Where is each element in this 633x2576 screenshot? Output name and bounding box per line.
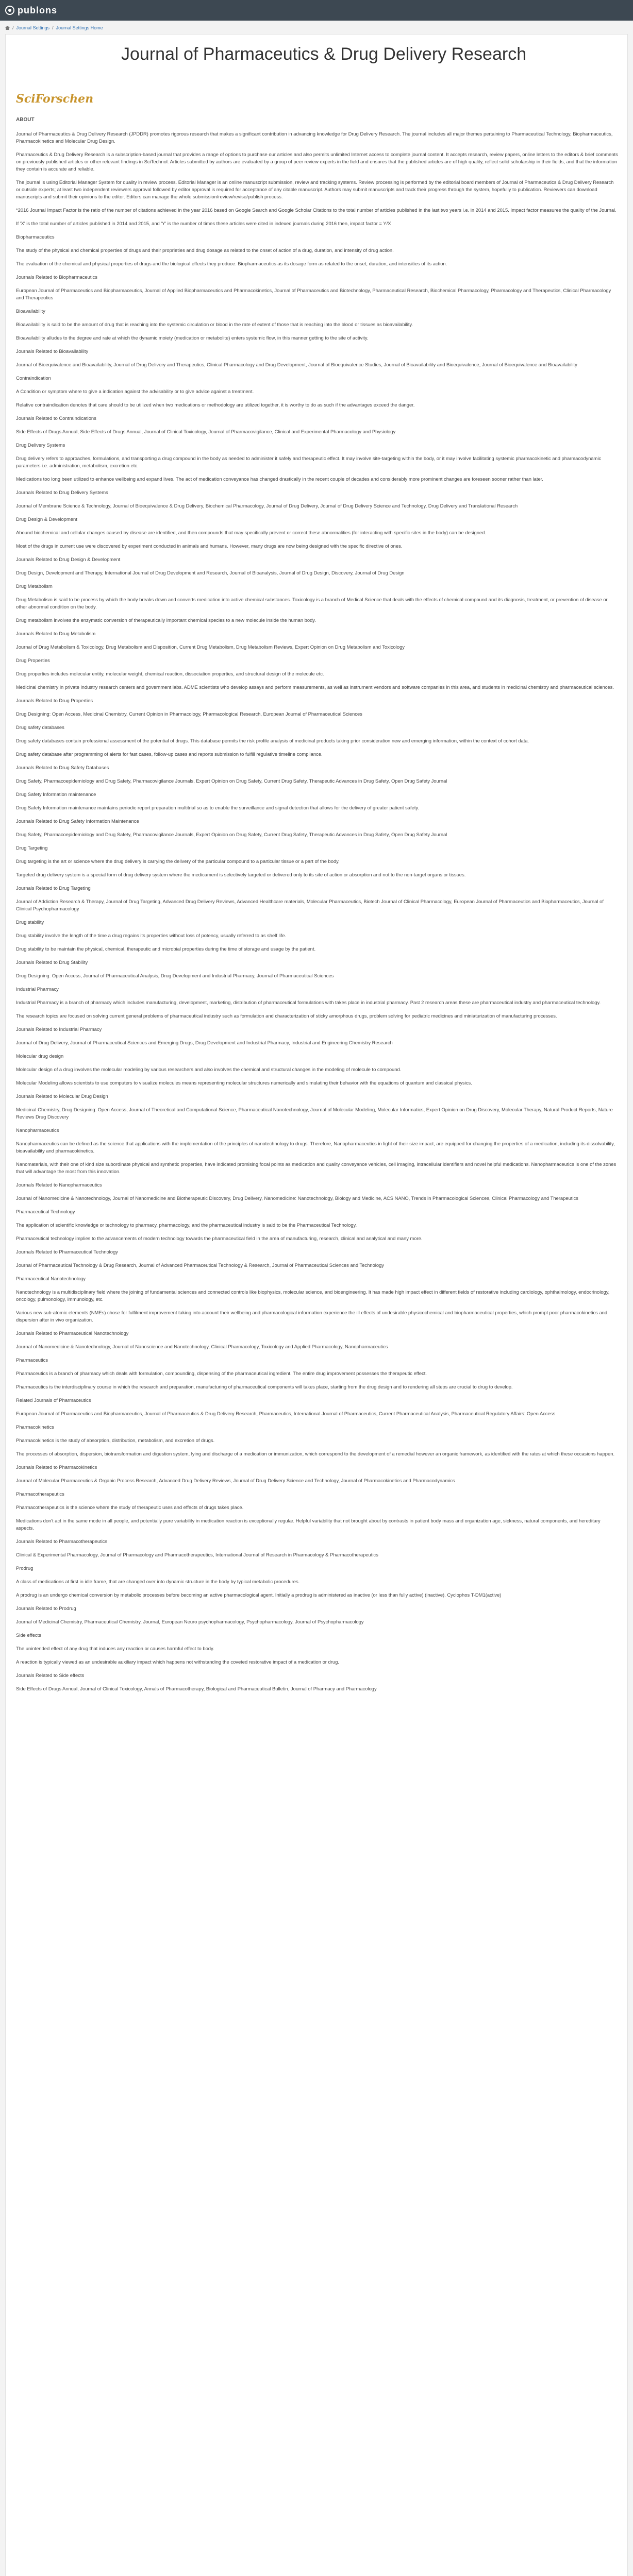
about-paragraph: Pharmacotherapeutics is the science where the study of therapeutic uses and effects of drugs takes place. — [16, 1504, 244, 1510]
about-paragraph: Journal of Molecular Pharmaceutics & Organic Process Research, Advanced Drug Delivery Reviews, Journal of Drug Delivery Science and Technology, Journal of Pharmacokinetics and Pharmacodynamics — [16, 1478, 455, 1483]
about-paragraph: Contraindication — [16, 375, 51, 381]
breadcrumb — [5, 24, 103, 32]
about-paragraph: Drug stability involve the length of the time a drug regains its properties without loss of potency, usually referred to as shelf life. — [16, 933, 287, 938]
about-paragraph: Nanotechnology is a multidisciplinary field where the joining of fundamental sciences and connected controls like biophysics, molecular science, and bioengineering. It has made high impact effect in different fields of restorative including cardiology, ophthalmology, endocrinology, oncology, pulmonology, immunology, etc. — [16, 1289, 611, 1302]
journal-title: Journal of Pharmaceutics & Drug Delivery Research — [121, 44, 527, 64]
about-paragraph: Drug Design & Development — [16, 516, 77, 522]
about-paragraph: Journals Related to Drug Metabolism — [16, 631, 96, 636]
about-paragraph: Drug Safety, Pharmacoepidemiology and Drug Safety, Pharmacovigilance Journals, Expert Opinion on Drug Safety, Current Drug Safety, Therapeutic Advances in Drug Safety, Open Drug Safety Journal — [16, 778, 447, 784]
about-paragraph: Pharmaceutics — [16, 1357, 48, 1363]
about-paragraph: Drug Safety Information maintenance maintains periodic report preparation multitrial so as to enable the surveillance and signal detection that allows for the delivery of greater patient safety. — [16, 805, 420, 810]
about-paragraph: Drug stability — [16, 919, 44, 925]
about-paragraph: Pharmaceutics is a branch of pharmacy which deals with formulation, compounding, dispensing of the pharmaceutical ingredient. The entire drug improvement possesses the therapeutic effect. — [16, 1370, 427, 1376]
about-paragraph: Journal of Nanomedicine & Nanotechnology, Journal of Nanoscience and Nanotechnology, Clinical Pharmacology, Toxicology and Applied Pharmacology, Nanopharmaceutics — [16, 1344, 388, 1349]
about-paragraph: Journals Related to Nanopharmaceutics — [16, 1182, 102, 1188]
about-paragraph: Drug targeting is the art or science where the drug delivery is carrying the delivery of the particular compound to a particular tissue or a part of the body. — [16, 858, 340, 864]
about-paragraph: A class of medications at first in idle frame, that are changed over into dynamic structure in the body by typical metabolic procedures. — [16, 1579, 300, 1584]
about-paragraph: Nanopharmaceutics — [16, 1127, 59, 1133]
about-paragraph: Molecular design of a drug involves the molecular modeling by various researchers and also involves the chemical and structural changes in the modeling of molecule to compound. — [16, 1066, 402, 1072]
about-paragraph: Pharmacokinetics — [16, 1424, 54, 1430]
publons-logo-text: publons — [18, 5, 57, 15]
about-paragraph: Journals Related to Drug Safety Databases — [16, 765, 109, 770]
about-paragraph: The unintended effect of any drug that induces any reaction or causes harmful effect to body. — [16, 1646, 214, 1651]
about-paragraph: Side effects — [16, 1632, 41, 1638]
about-paragraph: *2016 Journal Impact Factor is the ratio of the number of citations achieved in the year 2016 based on Google Search and Google Scholar Citations to the total number of articles published in the last two years i.e. in 2014 and 2015. Impact factor measures the quality of the Journal. — [16, 207, 617, 213]
about-paragraph: Medicinal Chemistry, Drug Designing: Open Access, Journal of Theoretical and Computational Science, Pharmaceutical Nanotechnology, Journal of Molecular Modeling, Molecular Informatics, Expert Opinion on Drug Discovery, Molecular Therapy, Natural Product Reports, Nature Reviews Drug Discovery — [16, 1107, 614, 1120]
about-paragraph: Journals Related to Pharmaceutical Nanotechnology — [16, 1330, 129, 1336]
about-paragraph: Drug Delivery Systems — [16, 442, 65, 448]
about-paragraph: Industrial Pharmacy is a branch of pharmacy which includes manufacturing, development, marketing, distribution of pharmaceutical formulations with takes place in industrial pharmacy. Past 2 research areas these are pharmaceutical industry and pharmaceutical technology. — [16, 999, 601, 1005]
about-paragraph: Journals Related to Bioavailability — [16, 348, 89, 354]
about-paragraph: Bioavailability alludes to the degree and rate at which the dynamic moiety (medication or metabolite) enters systemic flow, in this manner getting to the site of activity. — [16, 335, 369, 341]
about-paragraph: European Journal of Pharmaceutics and Biopharmaceutics, Journal of Pharmaceutics & Drug Delivery Research, Pharmaceutics, International Journal of Pharmaceutics, Current Pharmaceutical Analysis, Pharmaceutical Regulatory Affairs: Open Access — [16, 1411, 556, 1416]
about-paragraph: Journal of Membrane Science & Technology, Journal of Bioequivalence & Drug Delivery, Biochemical Pharmacology, Journal of Drug Delivery, Journal of Drug Delivery Science and Technology, Drug Delivery and Translational Research — [16, 503, 518, 509]
about-paragraph: Drug properties includes molecular entity, molecular weight, chemical reaction, dissociation properties, and structural design of the molecule etc. — [16, 671, 324, 676]
about-paragraph: Related Journals of Pharmaceutics — [16, 1397, 91, 1403]
about-paragraph: If 'X' is the total number of articles published in 2014 and 2015, and 'Y' is the number of times these articles were cited in indexed journals during 2016 then, impact factor = Y/X — [16, 221, 391, 226]
about-paragraph: Journals Related to Drug Delivery Systems — [16, 489, 108, 495]
about-paragraph: A Condition or symptom where to give a indication against the advisability or to give advice against a treatment. — [16, 388, 254, 394]
about-paragraph: Journals Related to Contraindications — [16, 415, 96, 421]
publons-logo-icon — [5, 6, 14, 15]
about-paragraph: Side Effects of Drugs Annual, Journal of Clinical Toxicology, Annals of Pharmacotherapy, Biological and Pharmaceutical Bulletin, Journal of Pharmacy and Pharmacology — [16, 1686, 377, 1691]
about-paragraph: Molecular Modeling allows scientists to use computers to visualize molecules means representing molecular structures numerically and simulating their behavior with the equations of quantum and classical physics. — [16, 1080, 472, 1086]
about-paragraph: Most of the drugs in current use were discovered by experiment conducted in animals and humans. However, many drugs are now being designed with the specific directive of ones. — [16, 543, 403, 549]
about-paragraph: Side Effects of Drugs Annual, Side Effects of Drugs Annual, Journal of Clinical Toxicology, Journal of Pharmacovigilance, Clinical and Experimental Pharmacology and Physiology — [16, 429, 396, 434]
about-paragraph: Drug safety database after programming of alerts for fast cases, follow-up cases and reports submission to fulfill regulative timeline compliance. — [16, 751, 323, 757]
about-paragraph: The journal is using Editorial Manager System for quality in review process. Editorial Manager is an online manuscript submission, review and tracking systems. Review processing is performed by the editorial board members of Journal of Pharmaceutics & Drug Delivery Research or outside experts; at least two independent reviewers approval followed by editor approval is required for acceptance of any citable manuscript. Authors may submit manuscripts and track their progress through the system, hopefully to publication. Reviewers can download manuscripts and submit their opinions to the editor. Editors can manage the whole submission/review/revise/publish process. — [16, 179, 615, 199]
about-paragraph: Journal of Drug Metabolism & Toxicology, Drug Metabolism and Disposition, Current Drug Metabolism, Drug Metabolism Reviews, Expert Opinion on Drug Metabolism and Toxicology — [16, 644, 405, 650]
about-paragraph: Targeted drug delivery system is a special form of drug delivery system where the medicament is selectively targeted or delivered only to its site of action or absorption and not to the non-target organs or tissues. — [16, 872, 466, 877]
about-paragraph: Drug Metabolism — [16, 583, 53, 589]
about-paragraph: Journals Related to Drug Safety Information Maintenance — [16, 818, 139, 824]
about-paragraph: Drug Designing: Open Access, Journal of Pharmaceutical Analysis, Drug Development and Industrial Pharmacy, Journal of Pharmaceutical Sciences — [16, 973, 334, 978]
about-paragraph: Pharmaceutics is the interdisciplinary course in which the research and preparation, manufacturing of pharmaceutical components will takes place, starting from the drug design and to rendering all steps are crucial to drug to develop. — [16, 1384, 513, 1389]
about-paragraph: Journal of Addiction Research & Therapy, Journal of Drug Targeting, Advanced Drug Delivery Reviews, Advanced Healthcare materials, Molecular Pharmaceutics, Biotech Journal of Clinical Pharmacology, European Journal of Pharmaceutics and Biopharmaceutics, Journal of Clinical Psychopharmacology — [16, 899, 605, 911]
about-paragraph: Journals Related to Industrial Pharmacy — [16, 1026, 102, 1032]
about-paragraph: Journal of Medicinal Chemistry, Pharmaceutical Chemistry, Journal, European Neuro psychopharmacology, Psychopharmacology, Journal of Psychopharmacology — [16, 1619, 364, 1624]
about-paragraph: Journals Related to Drug Targeting — [16, 885, 91, 891]
journal-logo — [16, 91, 94, 107]
journal-logo-text: SciForschen — [16, 92, 94, 106]
about-paragraph: The research topics are focused on solving current general problems of pharmaceutical industry such as formulation and characterization of sticky amorphous drugs, problem solving for pediatric medicines and miniaturization of manufacturing processes. — [16, 1013, 557, 1019]
breadcrumb-item-journal-settings-home[interactable]: Journal Settings Home — [56, 25, 103, 30]
about-paragraph: Industrial Pharmacy — [16, 986, 59, 992]
about-paragraph: Biopharmaceutics — [16, 234, 55, 240]
about-paragraph: Abound biochemical and cellular changes caused by disease are identified, and then compounds that may specifically prevent or correct these abnormalities (for interacting with specific sites in the body) can be designed. — [16, 530, 486, 535]
about-paragraph: Journals Related to Prodrug — [16, 1605, 76, 1611]
publons-logo[interactable] — [5, 5, 57, 16]
about-paragraph: Pharmaceutical technology implies to the advancements of modern technology towards the pharmaceutical field in the area of manufacturing, research, clinical and analytical and many more. — [16, 1235, 423, 1241]
about-paragraph: Drug Safety, Pharmacoepidemiology and Drug Safety, Pharmacovigilance Journals, Expert Opinion on Drug Safety, Current Drug Safety, Therapeutic Advances in Drug Safety, Open Drug Safety Journal — [16, 832, 447, 837]
about-paragraph: Medications too long been utilized to enhance wellbeing and expand lives. The act of medication conveyance has changed drastically in the recent couple of decades and considerably more prominent changes are foreseen sooner rather than later. — [16, 476, 543, 482]
about-paragraph: Clinical & Experimental Pharmacology, Journal of Pharmacology and Pharmacotherapeutics, International Journal of Research in Pharmacology & Pharmacotherapeutics — [16, 1552, 378, 1557]
about-paragraph: The processes of absorption, dispersion, biotransformation and digestion system, lying and discharge of a medication or immunization, which correspond to the development of a remedial however an organic framework, as identified with the rates at which these occasions happen. — [16, 1451, 615, 1456]
about-paragraph: The application of scientific knowledge or technology to pharmacy, pharmacology, and the pharmaceutical industry is said to be the Pharmaceutical Technology. — [16, 1222, 357, 1228]
about-paragraph: Molecular drug design — [16, 1053, 64, 1059]
about-paragraph: Drug stability to be maintain the physical, chemical, therapeutic and microbial properties during the time of storage and usage by the patient. — [16, 946, 316, 952]
about-paragraph: Drug Safety Information maintenance — [16, 791, 96, 797]
about-paragraph: Medications don't act in the same mode in all people, and potentially pure variability in medication reaction is exceptionally regular. Helpful variability that not brought about by contrasts in patient body mass and organization age, sickness, natural components, and hereditary aspects. — [16, 1518, 602, 1531]
about-paragraph: Journal of Drug Delivery, Journal of Pharmaceutical Sciences and Emerging Drugs, Drug Development and Industrial Pharmacy, Industrial and Engineering Chemistry Research — [16, 1040, 393, 1045]
journal-card — [5, 34, 628, 2576]
about-paragraph: Journal of Pharmaceutics & Drug Delivery Research (JPDDR) promotes rigorous research that makes a significant contribution in advancing knowledge for Drug Delivery Research. The journal includes all major themes pertaining to Pharmaceutical Technology, Biopharmaceutics, Pharmacokinetics and Molecular Drug Design. — [16, 131, 614, 144]
about-paragraph: European Journal of Pharmaceutics and Biopharmaceutics, Journal of Applied Biopharmaceutics and Pharmacokinetics, Journal of Pharmaceutics and Biotechnology, Pharmaceutical Research, Biochemical Pharmacology, Pharmacology and Therapeutics, Clinical Pharmacology and Therapeutics — [16, 287, 612, 300]
about-paragraph: Pharmaceutical Nanotechnology — [16, 1276, 86, 1281]
about-paragraph: Journals Related to Pharmaceutical Technology — [16, 1249, 118, 1255]
about-paragraph: Various new sub-atomic elements (NMEs) chose for fulfilment improvement taking into account their wellbeing and pharmacological information experience the ill effects of undesirable physicochemical and biopharmaceutical properties, which prompt poor pharmacokinetics and dispersion after in vivo organization. — [16, 1310, 609, 1323]
about-paragraph: Drug Properties — [16, 657, 50, 663]
about-paragraph: Journals Related to Drug Stability — [16, 959, 88, 965]
about-paragraph: Journals Related to Pharmacotherapeutics — [16, 1538, 108, 1544]
about-paragraph: Pharmacokinetics is the study of absorption, distribution, metabolism, and excretion of drugs. — [16, 1437, 215, 1443]
home-icon[interactable] — [5, 26, 10, 30]
about-paragraph: Drug Design, Development and Therapy, International Journal of Drug Development and Research, Journal of Bioanalysis, Journal of Drug Design, Discovery, Journal of Drug Design — [16, 570, 405, 575]
about-paragraph: Pharmaceutical Technology — [16, 1209, 75, 1214]
about-paragraph: Drug delivery refers to approaches, formulations, and transporting a drug compound in the body as needed to administer it safely and therapeutic effect. It may involve site-targeting within the body, or it may involve facilitating systemic pharmacokinetic and pharmacodynamic parameters i.e. administration, metabolism, excretion etc. — [16, 455, 603, 468]
about-paragraph: Journals Related to Side effects — [16, 1672, 85, 1678]
top-navigation-bar — [0, 0, 633, 21]
about-paragraph: Medicinal chemistry in private industry research centers and government labs. ADME scientists who develop assays and perform measurements, as well as instrument vendors and software companies in this area, and students in medicinal chemistry and pharmaceutical sciences. — [16, 684, 614, 690]
about-paragraph: Journals Related to Pharmacokinetics — [16, 1464, 97, 1470]
about-paragraph: Drug safety databases contain professional assessment of the potential of drugs. This database permits the risk profile analysis of medicinal products taking prior consideration new and emerging information, within the context of cohort data. — [16, 738, 529, 743]
about-paragraph: The study of the physical and chemical properties of drugs and their proprieties and drug dosage as related to the onset of action of a drug, duration, and intensity of drug action. — [16, 247, 394, 253]
about-paragraph: Drug Metabolism is said to be process by which the body breaks down and converts medication into active chemical substances. Toxicology is a branch of Medical Science that deals with the effects of chemical compound and its diagnosis, treatment, or prevention of disease or other abnormal condition on the body. — [16, 597, 609, 609]
about-paragraph: Journals Related to Biopharmaceutics — [16, 274, 97, 280]
about-paragraph: Bioavailability is said to be the amount of drug that is reaching into the systemic circulation or blood in the rate of extent of those that is reaching into the blood or tissues as bioavailability. — [16, 321, 413, 327]
about-paragraph: Nanomaterials, with their one of kind size subordinate physical and synthetic properties, have indicated promising focal points as medication and quality conveyance vehicles, cell imaging, intracellular identifiers and novel helpful medications. Nanopharmaceutics is one of the zones that will advantage the most from this innovation. — [16, 1161, 618, 1174]
about-paragraph: Journal of Bioequivalence and Bioavailability, Journal of Drug Delivery and Therapeutics, Clinical Pharmacology and Drug Development, Journal of Bioequivalence Studies, Journal of Bioavailability and Bioequivalence, Journal of Bioequivalence and Bioavailability — [16, 362, 577, 367]
about-text — [16, 130, 618, 1699]
breadcrumb-separator: / — [52, 25, 54, 30]
about-paragraph: Journals Related to Molecular Drug Design — [16, 1093, 108, 1099]
breadcrumb-item-journal-settings[interactable]: Journal Settings — [16, 25, 50, 30]
about-paragraph: Journals Related to Drug Properties — [16, 698, 93, 703]
about-paragraph: Journal of Nanomedicine & Nanotechnology, Journal of Nanomedicine and Biotherapeutic Discovery, Drug Delivery, Nanomedicine: Nanotechnology, Biology and Medicine, ACS NANO, Trends in Pharmacological Sciences, Clinical Pharmacology and Therapeutics — [16, 1195, 578, 1201]
about-paragraph: Drug Designing: Open Access, Medicinal Chemistry, Current Opinion in Pharmacology, Pharmacological Research, European Journal of Pharmaceutical Sciences — [16, 711, 362, 717]
breadcrumb-separator: / — [12, 25, 14, 30]
about-paragraph: Journals Related to Drug Design & Development — [16, 556, 121, 562]
about-paragraph: A prodrug is an undergo chemical conversion by metabolic processes before becoming an active pharmacological agent. Initially a prodrug is administered as inactive (or less than fully active) (inactive). Cyclophos T-DM1(active) — [16, 1592, 502, 1598]
about-paragraph: The evaluation of the chemical and physical properties of drugs and the biological effects they produce. Biopharmaceutics as its dosage form as related to the onset, duration, and intensities of its action. — [16, 261, 447, 266]
about-paragraph: Prodrug — [16, 1565, 34, 1571]
about-paragraph: Relative contraindication denotes that care should to be utilized when two medications or methodology are utilized together, it is worthy to do as such if the advantages exceed the danger. — [16, 402, 415, 408]
about-paragraph: Pharmaceutics & Drug Delivery Research is a subscription-based journal that provides a range of options to purchase our articles and also permits unlimited Internet access to complete journal content. It accepts research, review papers, online letters to the editors & brief comments on previously published articles or other relevant findings in SciTechnol. Articles submitted by authors are evaluated by a group of peer review experts in the field and ensures that the published articles are of high quality, reflect solid scholarship in their fields, and that the information they contain is accurate and reliable. — [16, 151, 620, 172]
about-paragraph: Drug Targeting — [16, 845, 48, 851]
about-paragraph: Nanopharmaceutics can be defined as the science that applications with the implementation of the principles of nanotechnology to drugs. Therefore, Nanopharmaceutics in light of their size impact, are equipped for changing the properties of a medication, including its dissolvability, bioavailability and pharmacokinetics. — [16, 1141, 617, 1154]
about-paragraph: A reaction is typically viewed as an undesirable auxiliary impact which happens not withstanding the coveted restorative impact of a medication or drug. — [16, 1659, 339, 1665]
about-paragraph: Drug metabolism involves the enzymatic conversion of therapeutically important chemical species to a new molecule inside the human body. — [16, 617, 316, 623]
about-heading: ABOUT — [16, 117, 35, 123]
about-paragraph: Pharmacotherapeutics — [16, 1491, 64, 1497]
about-paragraph: Bioavailability — [16, 308, 45, 314]
about-paragraph: Drug safety databases — [16, 724, 64, 730]
about-paragraph: Journal of Pharmaceutical Technology & Drug Research, Journal of Advanced Pharmaceutical Technology & Research, Journal of Pharmaceutical Sciences and Technology — [16, 1262, 384, 1268]
